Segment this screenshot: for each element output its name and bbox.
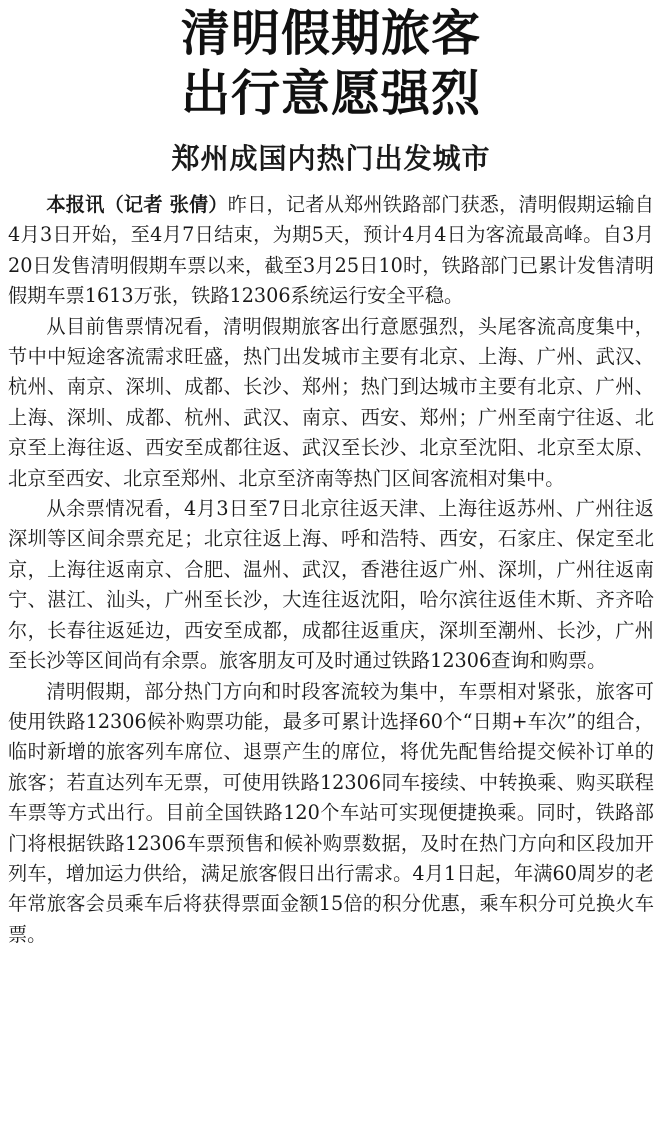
headline-line-2: 出行意愿强烈: [180, 65, 481, 122]
headline: [8, 0, 654, 124]
article-body: [8, 190, 654, 950]
byline: 本报讯（记者 张倩）: [46, 193, 228, 216]
paragraph-1-text: 昨日，记者从郑州铁路部门获悉，清明假期运输自4月3日开始，至4月7日结束，为期5天，预计4月4日为客流最高峰。自3月20日发售清明假期车票以来，截至3月25日10时，铁路部门已累计发售清明假期车票1613万张，铁路12306系统运行安全平稳。: [8, 193, 654, 308]
subheadline: 郑州成国内热门出发城市: [171, 142, 491, 175]
paragraph-2: 从目前售票情况看，清明假期旅客出行意愿强烈，头尾客流高度集中，节中中短途客流需求旺盛，热门出发城市主要有北京、上海、广州、武汉、杭州、南京、深圳、成都、长沙、郑州；热门到达城市主要有北京、广州、上海、深圳、成都、杭州、武汉、南京、西安、郑州；广州至南宁往返、北京至上海往返、西安至成都往返、武汉至长沙、北京至沈阳、北京至太原、北京至西安、北京至郑州、北京至济南等热门区间客流相对集中。: [8, 314, 654, 490]
headline-line-1: 清明假期旅客: [180, 5, 481, 62]
paragraph-4: 清明假期，部分热门方向和时段客流较为集中，车票相对紧张，旅客可使用铁路12306候补购票功能，最多可累计选择60个“日期+车次”的组合，临时新增的旅客列车席位、退票产生的席位，将优先配售给提交候补订单的旅客；若直达列车无票，可使用铁路12306同车接续、中转换乘、购买联程车票等方式出行。目前全国铁路120个车站可实现便捷换乘。同时，铁路部门将根据铁路12306车票预售和候补购票数据，及时在热门方向和区段加开列车，增加运力供给，满足旅客假日出行需求。4月1日起，年满60周岁的老年常旅客会员乘车后将获得票面金额15倍的积分优惠，乘车积分可兑换火车票。: [8, 679, 654, 946]
paragraph-3: 从余票情况看，4月3日至7日北京往返天津、上海往返苏州、广州往返深圳等区间余票充足；北京往返上海、呼和浩特、西安，石家庄、保定至北京，上海往返南京、合肥、温州、武汉，香港往返广州、深圳，广州往返南宁、湛江、汕头，广州至长沙，大连往返沈阳，哈尔滨往返佳木斯、齐齐哈尔，长春往返延边，西安至成都，成都往返重庆，深圳至潮州、长沙，广州至长沙等区间尚有余票。旅客朋友可及时通过铁路12306查询和购票。: [8, 497, 654, 673]
paragraph-1: [8, 190, 654, 312]
